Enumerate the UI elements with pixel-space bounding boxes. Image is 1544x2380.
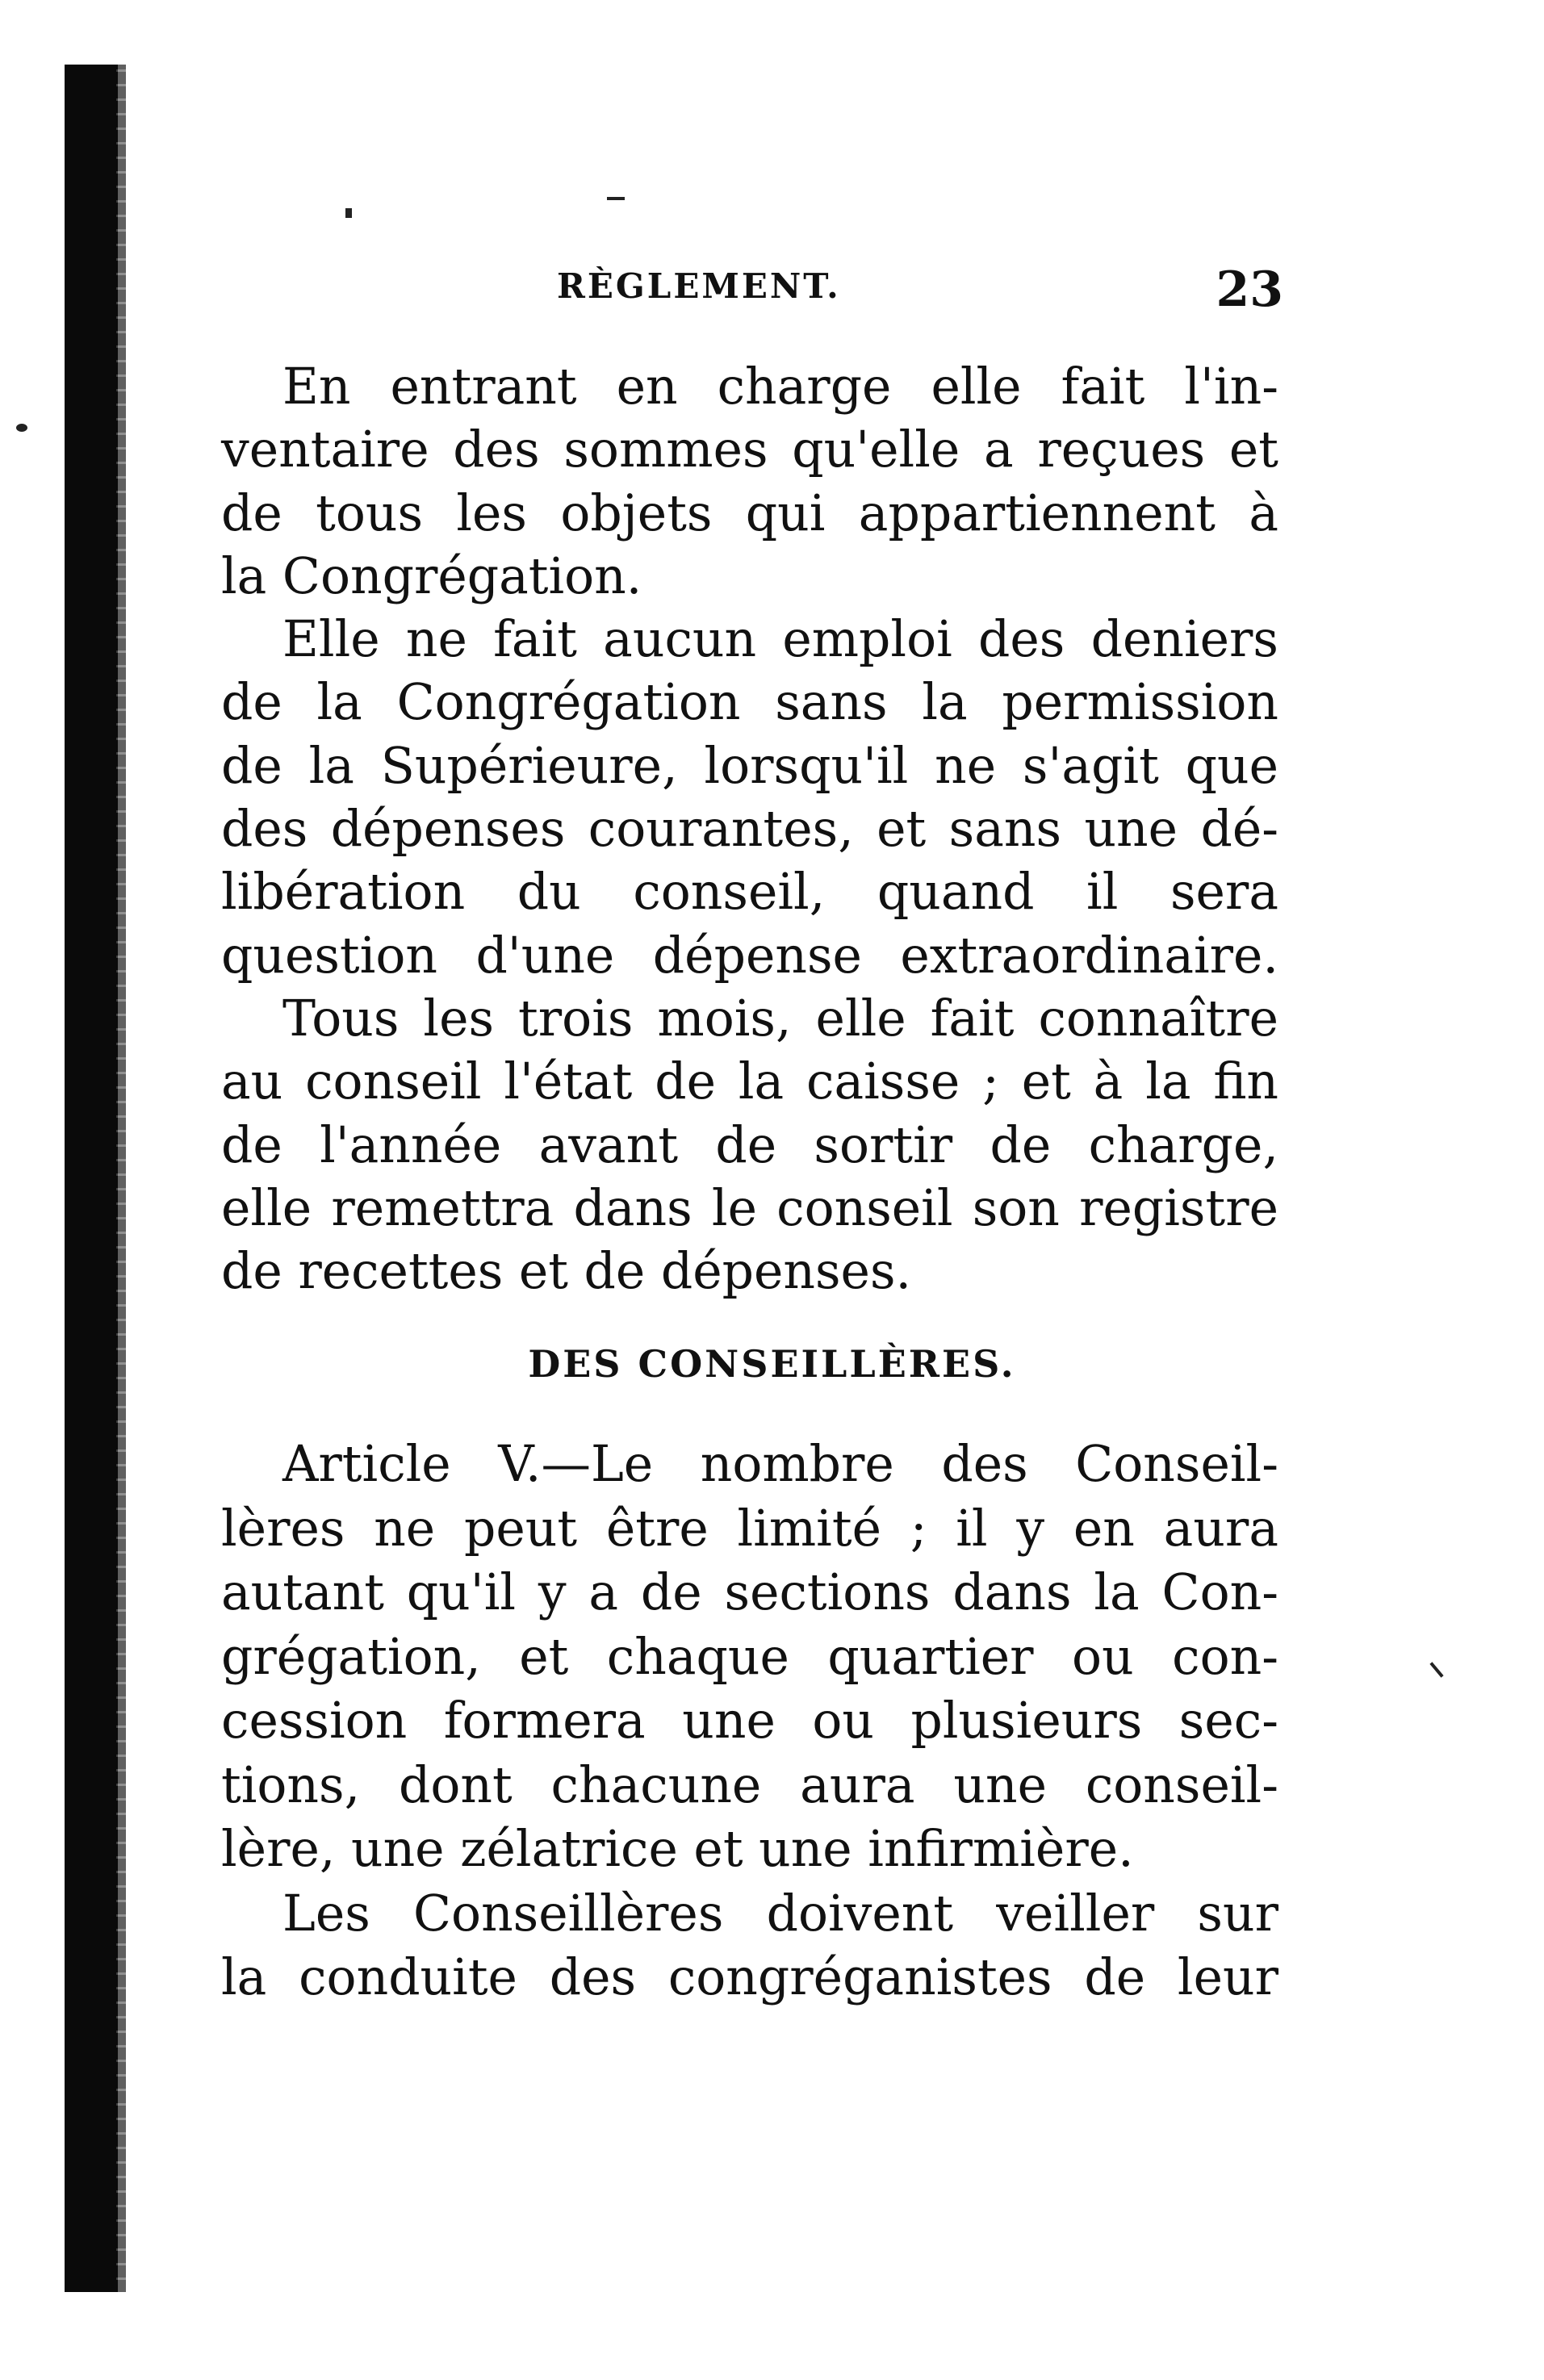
section-heading: DES CONSEILLÈRES. [528,1342,1016,1386]
text-line: Tous les trois mois, elle fait connaître [282,989,1278,1048]
body-text [221,355,1278,1303]
text-line: la Congrégation. [221,546,642,605]
page-number: 23 [1216,261,1283,318]
text-line: grégation, et chaque quartier ou con- [221,1627,1278,1686]
text-line: Les Conseillères doivent veiller sur [282,1884,1278,1943]
ink-speck [345,208,352,218]
text-line: lère, une zélatrice et une infirmière. [221,1820,1134,1878]
text-line: de la Congrégation sans la permission [221,673,1278,732]
text-line: question d'une dépense extraordinaire. [221,926,1278,985]
text-line: ventaire des sommes qu'elle a reçues et [221,420,1278,479]
text-line: autant qu'il y a de sections dans la Con- [221,1563,1278,1621]
text-line: cession formera une ou plusieurs sec- [221,1692,1278,1750]
text-line: En entrant en charge elle fait l'in- [282,358,1278,416]
text-line: de tous les objets qui appartiennent à [221,483,1278,542]
text-line: la conduite des congréganistes de leur [221,1948,1278,2006]
text-line: des dépenses courantes, et sans une dé- [221,800,1278,859]
ink-speck [16,424,27,432]
ink-speck [1429,1662,1443,1677]
running-head [557,261,1283,318]
text-line: Elle ne fait aucun emploi des deniers [282,610,1278,669]
ink-speck [607,197,625,200]
running-title: RÈGLEMENT. [557,266,841,306]
text-line: au conseil l'état de la caisse ; et à la fin [221,1052,1278,1111]
text-line: lères ne peut être limité ; il y en aura [221,1499,1278,1558]
text-line: Article V.—Le nombre des Conseil- [282,1435,1278,1493]
book-binding-edge [65,65,118,2292]
text-line: de la Supérieure, lorsqu'il ne s'agit que [221,736,1278,795]
section-text [221,1433,1278,2010]
text-line: de recettes et de dépenses. [221,1242,912,1301]
text-line: elle remettra dans le conseil son registre [221,1178,1278,1237]
text-line: de l'année avant de sortir de charge, [221,1115,1278,1174]
text-line: libération du conseil, quand il sera [221,863,1278,922]
text-line: tions, dont chacune aura une conseil- [221,1755,1278,1814]
